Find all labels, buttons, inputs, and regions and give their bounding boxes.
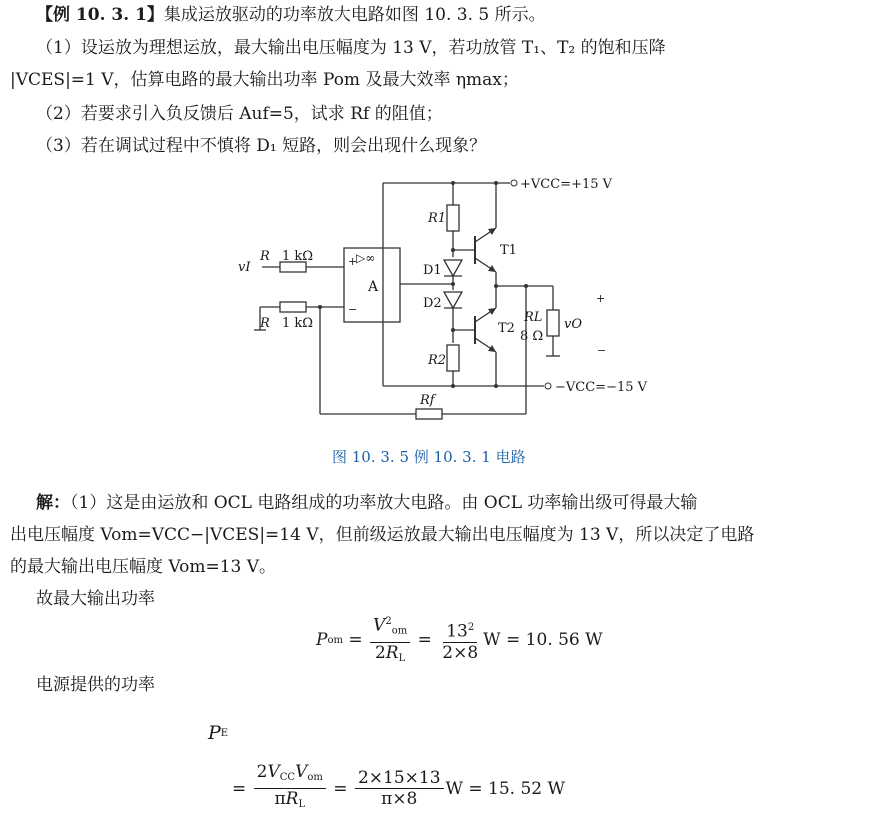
circuit-diagram xyxy=(220,170,670,470)
rf-resistor xyxy=(416,409,442,419)
solution-paragraph-1c: 的最大输出电压幅度 Vom=13 V。 xyxy=(10,557,277,577)
supply-power-label: 电源提供的功率 xyxy=(36,675,155,695)
r-ground-resistor xyxy=(280,302,306,312)
r1-label: R1 xyxy=(428,211,447,226)
problem-label: 【例 10. 3. 1】 xyxy=(36,5,164,25)
svg-text:+: + xyxy=(348,255,358,268)
pe-numerator: 2×15×13 xyxy=(355,768,444,789)
pom-numerator: 13 xyxy=(446,621,468,642)
pe-symbol: P E xyxy=(208,722,229,744)
r1-resistor xyxy=(447,205,459,231)
pe-formula: = $\frac{2V_{CC}V_{om}}{\pi R_L}$ = $\frac{2\times 15\times 13}{\pi\times 8}$ W = 15. 52 W xyxy=(232,762,565,810)
rl-value: 8 Ω xyxy=(520,329,544,344)
vcc-pos-label: +VCC=+15 V xyxy=(520,177,613,192)
problem-intro: 集成运放驱动的功率放大电路如图 10. 3. 5 所示。 xyxy=(163,5,546,25)
r2-resistor xyxy=(447,345,459,371)
t2-label: T2 xyxy=(498,321,515,336)
r-ground-value: 1 kΩ xyxy=(282,316,314,331)
solution-paragraph-1a: 解：（1）这是由运放和 OCL 电路组成的功率放大电路。由 OCL 功率输出级可得最大输 xyxy=(36,493,698,513)
question-1-line-1: （1）设运放为理想运放，最大输出电压幅度为 13 V，若功放管 T₁、T₂ 的饱和压降 xyxy=(36,38,666,58)
d2-diode xyxy=(444,292,462,308)
vo-label: vO xyxy=(564,317,583,332)
rf-label: Rf xyxy=(420,393,435,408)
pe-result: W = 15. 52 W xyxy=(445,778,565,799)
vcc-neg-terminal xyxy=(545,383,551,389)
opamp-symbol: ▷∞ xyxy=(356,251,376,265)
r2-label: R2 xyxy=(428,353,447,368)
pom-result: W = 10. 56 W xyxy=(483,630,603,651)
t1-label: T1 xyxy=(500,243,517,258)
svg-text:+: + xyxy=(596,292,606,305)
question-3: （3）若在调试过程中不慎将 D₁ 短路，则会出现什么现象？ xyxy=(36,136,487,156)
rl-resistor xyxy=(547,310,559,336)
vi-label: vI xyxy=(238,260,251,275)
r-input-value: 1 kΩ xyxy=(282,249,314,264)
vcc-pos-terminal xyxy=(511,180,517,186)
figure-caption: 图 10. 3. 5 例 10. 3. 1 电路 xyxy=(332,448,526,466)
question-1-line-2: |VCES|=1 V，估算电路的最大输出功率 Pom 及最大效率 ηmax； xyxy=(10,70,519,90)
r-input-label: R xyxy=(260,249,270,264)
opamp-label: A xyxy=(368,279,379,295)
d1-label: D1 xyxy=(423,263,442,278)
d2-label: D2 xyxy=(423,296,442,311)
r-ground-label: R xyxy=(260,316,270,331)
question-2: （2）若要求引入负反馈后 Auf=5，试求 Rf 的阻值； xyxy=(36,104,443,124)
problem-header xyxy=(36,4,546,26)
solution-head: 解： xyxy=(36,493,70,513)
pe-denominator: π×8 xyxy=(381,789,418,809)
pom-denominator: 2×8 xyxy=(442,642,479,663)
max-power-label: 故最大输出功率 xyxy=(36,589,155,609)
svg-text:−: − xyxy=(348,303,358,316)
solution-paragraph-1b: 出电压幅度 Vom=VCC−|VCES|=14 V，但前级运放最大输出电压幅度为 13 V，所以决定了电路 xyxy=(10,525,755,545)
d1-diode xyxy=(444,260,462,276)
vcc-neg-label: −VCC=−15 V xyxy=(555,380,648,395)
rl-label: RL xyxy=(524,310,543,325)
svg-text:−: − xyxy=(597,344,607,357)
pom-formula: P om = $\frac{V^2_{om}}{2R_L}$ = $\frac{13^2}{2\times 8}$ W = 10. 56 W xyxy=(316,612,603,669)
